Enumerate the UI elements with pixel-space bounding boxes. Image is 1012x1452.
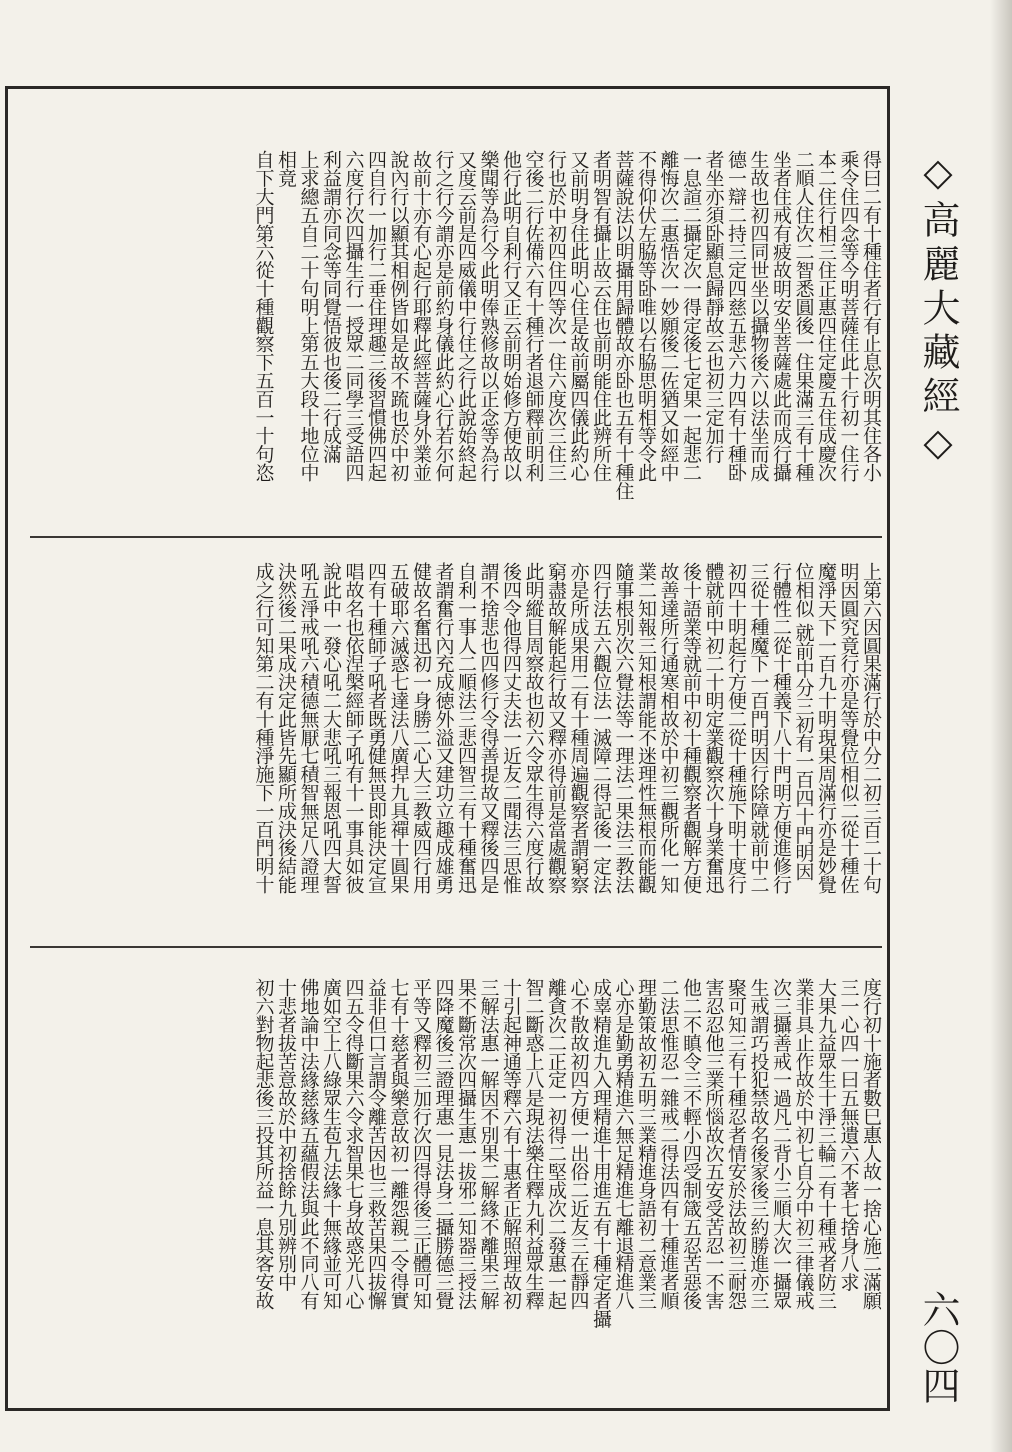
text-column: 離貪次二正定一初得二堅成次二發惠一起 — [545, 978, 567, 1310]
text-column: 初四十明起行方便二從十種施下明十度行 — [725, 562, 747, 894]
text-column: 智二斷惑上八是現法樂住釋九利益眾生釋 — [522, 978, 545, 1310]
text-column: 行也於中初四住四等次一住六度次三住三 — [545, 150, 567, 482]
text-register-1 — [14, 150, 882, 530]
text-column: 聚可知三有十種忍者情安於法故初三耐怨 — [725, 978, 747, 1310]
text-column: 故前十亦有心起行耶釋此經菩薩身外業並 — [410, 150, 432, 482]
text-column: 行之行今謂亦是前約身儀此約心行若尔何 — [432, 150, 455, 482]
text-column: 隨事根別次六覺法等一理法二果法三教法 — [612, 562, 635, 894]
text-column: 害忍忍他三業所惱故次五安受苦忍一不害 — [702, 978, 725, 1310]
text-column: 四五令得斷果六令求智果七身故惑光八心 — [342, 978, 365, 1310]
text-column: 者謂奮行內充成徳外溢又建功立趣成雄勇 — [432, 562, 455, 894]
text-column: 利益謂亦同念等同覺悟彼也後二行成滿 — [320, 150, 342, 463]
text-column: 自利一事人二順法三悲四智三有十種奮迅 — [455, 562, 477, 894]
text-column: 四行法五六觀位法一滅障二得記後一定法 — [590, 562, 612, 894]
register-divider-1 — [30, 536, 882, 538]
text-column: 又前明身住此明心住是故前屬四儀此約心 — [567, 150, 590, 482]
text-column: 心亦是勤勇精進六無足精進七離退精進八 — [612, 978, 635, 1310]
text-column: 自下大門第六從十種觀察下五百一十句恣 — [252, 150, 275, 482]
text-column: 度行初十施者數巳惠人故一捨心施二滿願 — [860, 978, 882, 1310]
text-column: 亦是所成果用二有十種周遍觀察者謂窮察 — [567, 562, 590, 894]
text-column: 益非但口言謂令離苦因也三救苦果四拔懈 — [365, 978, 387, 1310]
text-register-3 — [14, 978, 882, 1370]
text-column: 健故名奮迅初一身勝二心大三教威四行用 — [410, 562, 432, 894]
text-column: 他行此明自利行又正云前明始修方便故以 — [500, 150, 522, 482]
text-column: 唱故名也依涅槃經師子吼有十一事具如彼 — [342, 562, 365, 894]
text-column: 樂聞等為行今此明俸熟修故以正念等為行 — [477, 150, 500, 482]
text-column: 位相似 就前中分三初有一百四十門明因 — [792, 562, 815, 881]
page-number: 六〇四 — [916, 1290, 960, 1404]
text-column: 果不斷常次四攝生惠一拔邪二知器三授法 — [455, 978, 477, 1310]
binding-shadow — [990, 0, 1012, 1452]
text-column: 魔淨天下一百九十明現果周滿行亦是妙覺 — [815, 562, 837, 894]
text-column: 三一心四一曰五無遺六不著七捨身八求 — [837, 978, 860, 1291]
text-column: 後十語業等就前中初十種觀察者觀解方便 — [680, 562, 702, 894]
text-column: 七有十慈者與樂意故初一離怨親二令得實 — [387, 978, 410, 1310]
text-column: 六度行次四攝生行一授眾二同學三受語四 — [342, 150, 365, 482]
text-column: 三解法惠一解因不別果二解緣不離果三解 — [477, 978, 500, 1310]
text-column: 得曰二有十種住者行有止息次明其住各小 — [860, 150, 882, 482]
text-column: 三從十種魔下一百門明因行除障就前中二 — [747, 562, 770, 894]
text-column: 上第六因圓果滿行於中分二初三百二十句 — [860, 562, 882, 894]
text-column: 又度云前是四威儀中行住之行此說始終起 — [455, 150, 477, 482]
text-column: 行體性二從十種義下八十門明方便進修行 — [770, 562, 792, 894]
text-column: 明因圓究竟行亦是等覺位相似二從十種佐 — [837, 562, 860, 894]
text-column: 一息諠二攝定次一得定後七定果一起悲二 — [680, 150, 702, 482]
text-column: 成之行可知第二有十種淨施下一百門明十 — [252, 562, 275, 894]
text-column: 體就前中初二十明定業觀察次十身業奮迅 — [702, 562, 725, 894]
text-column: 謂不捨悲也四修行令得善提故又釋後四是 — [477, 562, 500, 894]
text-column: 空後二行佐備六有十種行者退師釋前明利 — [522, 150, 545, 482]
text-column: 本二住行相三住正惠四住定慶五住成慶次 — [815, 150, 837, 482]
text-column: 者坐亦須卧顯息歸靜故云也初三定加行 — [702, 150, 725, 463]
text-column: 說內行以顯其相例皆如是故不䟽也於中初 — [387, 150, 410, 482]
text-column: 吼五淨戒吼六積德無厭七積智無足八證理 — [297, 562, 320, 894]
text-column: 佛地論中法緣慈緣五蘊假法與此不同八有 — [297, 978, 320, 1310]
text-column: 生戒謂巧投犯禁故名後家後三約勝進亦三 — [747, 978, 770, 1310]
text-column: 乘令住四念等今明菩薩住此十行初一住行 — [837, 150, 860, 482]
text-column: 相竟 — [275, 150, 297, 187]
text-column: 故善達所行通寒相故於中初三觀所化一知 — [657, 562, 680, 894]
text-column: 平等又釋初三加行次四得得後三正體可知 — [410, 978, 432, 1310]
text-column: 五破耶六滅惑七達法八廣捍九具禪十圓果 — [387, 562, 410, 894]
text-column: 二法思惟忍一雜戒二得法四有十種進者順 — [657, 978, 680, 1310]
text-column: 業非具止作故於中初七自分中初三律儀戒 — [792, 978, 815, 1310]
text-column: 德一辯二持三定四慈五悲六力四有十種卧 — [725, 150, 747, 482]
text-column: 大果九益眾生十淨三輪二有十種戒者防三 — [815, 978, 837, 1310]
text-column: 心不散故初四方便一出俗二近友三在靜四 — [567, 978, 590, 1310]
text-column: 不得仰伏左脇等卧唯以右脇思明相等令此 — [635, 150, 657, 482]
text-column: 者明智有攝止故云住也前明能住此辨所住 — [590, 150, 612, 482]
text-column: 廣如空上八綠眾生苞九法緣十無緣並可知 — [320, 978, 342, 1310]
text-column: 後四令他得四丈夫法一近友二聞法三思惟 — [500, 562, 522, 894]
text-column: 窮盡故解能起行故又釋亦得前是當處觀察 — [545, 562, 567, 894]
text-column: 決然後二果成決定此皆先顯所成決後結能 — [275, 562, 297, 894]
text-column: 業二知報三知根謂能不迷理性無根而能觀 — [635, 562, 657, 894]
text-column: 離悔次二惠悟次一妙願後二佐猶又如經中 — [657, 150, 680, 482]
text-column: 生故也初四同世坐以攝物後六以法坐而成 — [747, 150, 770, 482]
text-column: 上求總五自二十句明上第五大段十地位中 — [297, 150, 320, 482]
text-column: 四自行一加行二垂住理趣三後習慣佛四起 — [365, 150, 387, 482]
text-column: 此明縱目周察故也初六令眾生得六度行故 — [522, 562, 545, 894]
text-column: 四降魔後三證理惠一見法身二攝勝德三覺 — [432, 978, 455, 1310]
text-column: 四有十種師子吼者既勇健無畏即能決定宣 — [365, 562, 387, 894]
text-column: 菩薩說法以明攝用歸體故亦卧也五有十種住 — [612, 150, 635, 500]
register-divider-2 — [30, 946, 882, 948]
text-column: 十引起神通等釋六有十惠者正解照理故初 — [500, 978, 522, 1310]
text-column: 成辜精進九入理精進十用進五有十種定者攝 — [590, 978, 612, 1328]
text-column: 理勤策故初五明三業精進身語初二意業三 — [635, 978, 657, 1310]
text-column: 坐者住戒有疲故明安坐菩薩處此而成行攝 — [770, 150, 792, 482]
text-column: 十悲者拔苦意故於中初捨餘九別辨別中 — [275, 978, 297, 1291]
text-column: 他二不瞋令三不輕小四受制箴五忍苦惡後 — [680, 978, 702, 1310]
text-column: 說此中一發心吼二大悲吼三報恩吼四大誓 — [320, 562, 342, 894]
text-column: 次三攝善戒一過凡二背小三順大次一攝眾 — [770, 978, 792, 1310]
text-register-2 — [14, 562, 882, 930]
text-column: 二順人住次二智悉圓後一住果滿三有十種 — [792, 150, 815, 482]
collection-title: ◇高麗大藏經◇ — [916, 150, 960, 470]
text-column: 初六對物起悲後三投其所益一息其客安故 — [252, 978, 275, 1310]
